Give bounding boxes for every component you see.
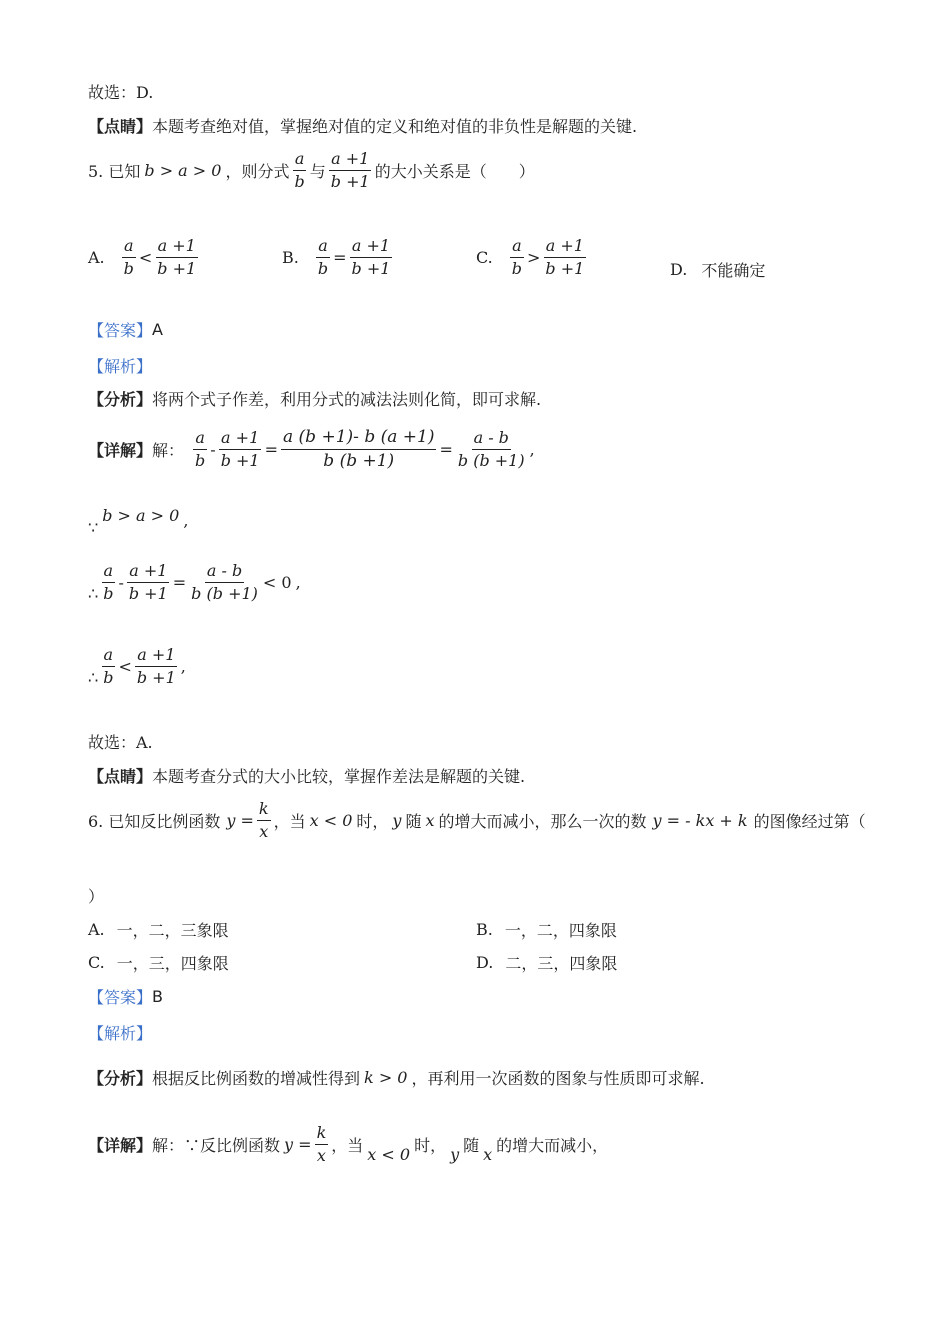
q5-stem-suffix: 的大小关系是（ ） — [374, 161, 535, 181]
step1-frac-b — [219, 429, 262, 469]
frac-num: a — [102, 646, 116, 667]
detail-condition: x < 0 — [367, 1144, 411, 1164]
analysis-tag: 【解析】 — [88, 1024, 153, 1043]
q6-stem-mid1: ，当 — [273, 811, 306, 831]
q6-y-equals: y = — [226, 810, 254, 830]
answer-tag: 【答案】 — [88, 988, 153, 1007]
q6-detail — [88, 1124, 608, 1164]
comment-tag: 【点睛】 — [88, 117, 153, 136]
frac-den: b +1 — [136, 668, 176, 687]
frac-num: a — [102, 562, 116, 583]
fenxi-tag: 【分析】 — [88, 1069, 153, 1088]
option-frac-right — [350, 237, 393, 277]
answer-value: A — [152, 320, 163, 339]
option-operator: < — [138, 247, 153, 267]
q5-option-d[interactable] — [670, 258, 765, 281]
answer-tag: 【答案】 — [88, 321, 153, 340]
q5-conclusion — [88, 730, 153, 753]
comma: , — [180, 657, 186, 676]
step3-operator: < — [118, 657, 132, 676]
q6-stem-close — [88, 884, 104, 907]
frac-den: b — [317, 258, 329, 278]
q5-option-c[interactable] — [476, 237, 589, 277]
prev-answer-text: 故选：D. — [88, 83, 154, 102]
option-label: C. — [476, 247, 493, 267]
option-frac-right — [155, 237, 198, 277]
q5-frac-b — [329, 150, 372, 190]
q6-frac — [257, 800, 271, 840]
q5-therefore-step2 — [88, 562, 301, 603]
answer-value: B — [152, 987, 163, 1006]
because-expr: b > a > 0 — [102, 506, 180, 525]
frac-num: a — [510, 237, 524, 258]
detail-prefix: 解： — [152, 440, 185, 460]
q6-stem-mid4: 的增大而减小，那么一次的数 — [438, 811, 647, 831]
q6-option-c[interactable] — [88, 951, 229, 974]
q6-stem-mid5: 的图像经过第（ — [753, 811, 866, 831]
dianjing-text: 本题考查分式的大小比较，掌握作差法是解题的关键. — [152, 767, 526, 786]
q6-stem-prefix: 6. 已知反比例函数 — [88, 811, 221, 831]
frac-num: k — [257, 800, 271, 821]
frac-den: b (b +1) — [457, 450, 525, 470]
conclusion-text: 故选：A. — [88, 733, 153, 752]
detail-mid3: 随 — [463, 1135, 480, 1155]
frac-num: a — [122, 237, 136, 258]
q5-stem — [88, 150, 535, 190]
q6-stem-mid2: 时， — [356, 811, 389, 831]
option-label: D. — [670, 260, 688, 279]
option-text: 二，三，四象限 — [505, 954, 618, 973]
q5-condition: b > a > 0 — [144, 160, 222, 180]
frac-num: a - b — [205, 562, 244, 583]
minus-sign: - — [118, 573, 124, 592]
frac-den: b — [103, 668, 114, 687]
q6-x: x — [425, 810, 435, 830]
step2-rhs: < 0 — [262, 573, 292, 592]
detail-y: y — [450, 1144, 460, 1164]
fenxi-tag: 【分析】 — [88, 390, 153, 409]
detail-mid1: ，当 — [331, 1135, 364, 1155]
frac-num: a +1 — [219, 429, 261, 450]
q6-linear-function: y = - kx + k — [652, 810, 748, 830]
frac-den: b +1 — [220, 450, 260, 470]
option-frac-left — [316, 237, 330, 277]
option-label: C. — [88, 953, 105, 972]
detail-mid4: 的增大而减小， — [496, 1135, 609, 1155]
analysis-tag: 【解析】 — [88, 357, 153, 376]
option-frac-right — [543, 237, 586, 277]
q5-dianjing — [88, 764, 525, 787]
option-label: A. — [88, 920, 105, 939]
frac-den: b (b +1) — [191, 584, 258, 603]
frac-num: a +1 — [135, 646, 177, 667]
detail-tag: 【详解】 — [88, 1135, 153, 1155]
q5-frac-a — [293, 150, 307, 190]
step3-frac-a — [101, 646, 115, 686]
frac-den: b +1 — [330, 171, 370, 191]
frac-den: b +1 — [351, 258, 391, 278]
q5-analysis-tag — [88, 354, 152, 377]
step2-frac-a — [101, 562, 115, 602]
comment-text: 本题考查绝对值，掌握绝对值的定义和绝对值的非负性是解题的关键. — [152, 117, 638, 136]
frac-den: x — [316, 1145, 326, 1165]
q6-close-paren: ） — [88, 887, 105, 906]
option-operator: > — [527, 247, 541, 267]
q6-option-d[interactable] — [476, 951, 617, 974]
q6-option-b[interactable] — [476, 918, 617, 941]
frac-den: b +1 — [128, 584, 168, 603]
frac-den: b — [103, 584, 114, 603]
fenxi-prefix: 根据反比例函数的增减性得到 — [152, 1069, 361, 1088]
q5-detail-step1 — [88, 428, 535, 470]
frac-num: a — [193, 429, 207, 450]
q6-analysis-tag — [88, 1021, 152, 1044]
detail-mid2: 时， — [414, 1135, 447, 1155]
q5-stem-prefix: 5. 已知 — [88, 161, 141, 181]
detail-x: x — [483, 1144, 493, 1164]
frac-den: b — [294, 171, 305, 191]
q6-stem — [88, 800, 866, 840]
q6-y: y — [392, 810, 402, 830]
option-operator: = — [333, 247, 347, 267]
q6-answer — [88, 985, 163, 1008]
q5-option-b[interactable] — [282, 237, 395, 277]
step3-frac-b — [135, 646, 178, 686]
frac-num: a — [293, 150, 307, 171]
fenxi-suffix: ，再利用一次函数的图象与性质即可求解. — [411, 1069, 705, 1088]
q5-answer — [88, 318, 163, 341]
frac-num: a - b — [472, 429, 511, 450]
fenxi-text: 将两个式子作差，利用分式的减法法则化简，即可求解. — [152, 390, 542, 409]
frac-num: a +1 — [544, 237, 586, 258]
option-label: D. — [476, 953, 494, 972]
because-symbol: ∵ — [88, 518, 99, 537]
q5-stem-mid2: 与 — [309, 161, 326, 181]
detail-tag: 【详解】 — [88, 440, 153, 460]
step1-frac-c — [281, 428, 436, 470]
detail-prefix: 解：∵反比例函数 — [152, 1135, 281, 1155]
option-text: 不能确定 — [701, 261, 766, 280]
frac-num: a +1 — [329, 150, 371, 171]
step2-frac-c — [189, 562, 260, 602]
fenxi-condition: k > 0 — [364, 1068, 408, 1087]
q5-therefore-step3 — [88, 646, 186, 687]
frac-den: b — [123, 258, 134, 278]
q5-because — [88, 504, 188, 537]
q6-condition: x < 0 — [309, 810, 353, 830]
q5-stem-mid1: ，则分式 — [225, 161, 290, 181]
minus-sign: - — [210, 439, 216, 459]
frac-den: b — [195, 450, 206, 470]
option-label: B. — [282, 247, 299, 267]
frac-num: k — [315, 1124, 329, 1145]
equals-sign: = — [172, 573, 187, 592]
detail-frac — [315, 1124, 329, 1164]
q6-fenxi — [88, 1066, 705, 1089]
frac-num: a +1 — [127, 562, 169, 583]
comma: , — [295, 573, 301, 592]
option-text: 一，二，四象限 — [504, 921, 617, 940]
frac-num: a +1 — [156, 237, 198, 258]
frac-num: a — [316, 237, 330, 258]
q5-option-a[interactable] — [88, 237, 201, 277]
prev-answer-line — [88, 80, 153, 103]
q6-stem-mid3: 随 — [405, 811, 422, 831]
option-text: 一，三，四象限 — [116, 954, 229, 973]
q5-fenxi — [88, 387, 541, 410]
frac-den: b — [511, 258, 523, 278]
frac-den: b (b +1) — [323, 450, 395, 471]
option-frac-left — [122, 237, 136, 277]
step1-frac-d — [456, 429, 527, 469]
option-text: 一，二，三象限 — [116, 921, 229, 940]
detail-y-equals: y = — [284, 1134, 312, 1154]
comma: , — [529, 439, 535, 459]
prev-comment — [88, 114, 637, 137]
step2-frac-b — [127, 562, 170, 602]
option-label: A. — [88, 247, 105, 267]
frac-den: x — [259, 821, 269, 841]
option-frac-left — [510, 237, 524, 277]
q6-option-a[interactable] — [88, 918, 229, 941]
equals-sign: = — [264, 439, 279, 459]
frac-num: a (b +1)- b (a +1) — [281, 428, 436, 450]
therefore-symbol: ∴ — [88, 584, 99, 603]
comma: , — [183, 511, 189, 530]
frac-num: a +1 — [350, 237, 392, 258]
therefore-symbol: ∴ — [88, 668, 99, 687]
option-label: B. — [476, 920, 493, 939]
dianjing-tag: 【点睛】 — [88, 767, 153, 786]
frac-den: b +1 — [157, 258, 197, 278]
frac-den: b +1 — [545, 258, 585, 278]
step1-frac-a — [193, 429, 207, 469]
equals-sign: = — [439, 439, 453, 459]
